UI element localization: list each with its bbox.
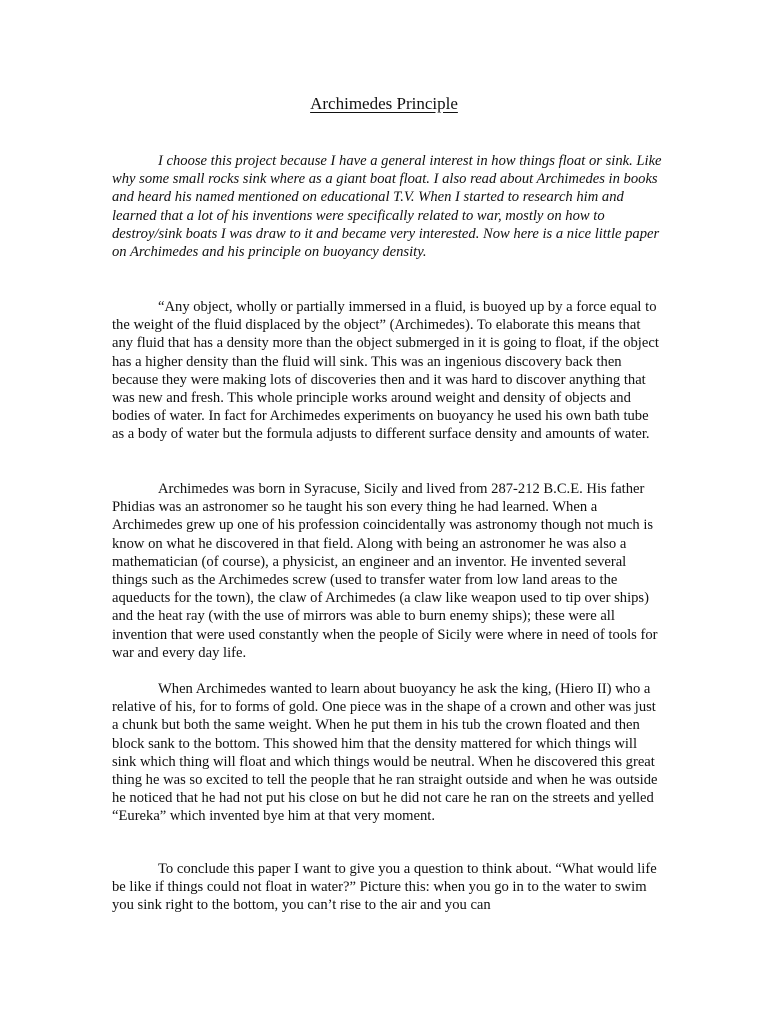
paragraph-introduction: I choose this project because I have a general interest in how things float or sink. Like why some small rocks sink where as a giant boat float. I also read about Archimedes in books and heard his named mentioned on educational T.V. When I started to research him and learned that a lot of his inventions were specifically related to war, mostly on how to destroy/sink boats I was draw to it and became very interested. Now here is a nice little paper on Archimedes and his principle on buoyancy density. xyxy=(112,153,662,261)
paragraph-principle: “Any object, wholly or partially immersed in a fluid, is buoyed up by a force equal to the weight of the fluid displaced by the object” (Archimedes). To elaborate this means that any fluid that has a density more than the object submerged in it is going to float, if the object has a higher density than the fluid will sink. This was an ingenious discovery back then because they were making lots of discoveries then and it was hard to discover anything that was new and fresh. This whole principle works around weight and density of objects and bodies of water. In fact for Archimedes experiments on buoyancy he used his own bath tube as a body of water but the formula adjusts to different surface density and amounts of water. xyxy=(112,299,659,443)
paragraph-eureka: When Archimedes wanted to learn about buoyancy he ask the king, (Hiero II) who a relative of his, for to forms of gold. One piece was in the shape of a crown and other was just a chunk but both the same weight. When he put them in his tub the crown floated and then block sank to the bottom. This showed him that the density mattered for which things will sink which thing will float and which things would be neutral. When he discovered this great thing he was so excited to tell the people that he ran straight outside and when he was outside he noticed that he had not put his close on but he did not care he ran on the streets and yelled “Eureka” which invented bye him at that very moment. xyxy=(112,681,658,825)
paragraph-conclusion: To conclude this paper I want to give you a question to think about. “What would life be like if things could not float in water?” Picture this: when you go in to the water to swim you sink right to the bottom, you can’t rise to the air and you can xyxy=(112,861,657,914)
document-title: Archimedes Principle xyxy=(310,94,458,113)
paragraph-biography: Archimedes was born in Syracuse, Sicily and lived from 287-212 B.C.E. His father Phidias was an astronomer so he taught his son every thing he had learned. When a Archimedes grew up one of his profession coincidentally was astronomy though not much is know on what he discovered in that field. Along with being an astronomer he was also a mathematician (of course), a physicist, an engineer and an inventor. He invented several things such as the Archimedes screw (used to transfer water from low land areas to the aqueducts for the town), the claw of Archimedes (a claw like weapon used to tip over ships) and the heat ray (with the use of mirrors was able to burn enemy ships); these were all invention that were used constantly when the people of Sicily were where in need of tools for war and every day life. xyxy=(112,481,658,661)
